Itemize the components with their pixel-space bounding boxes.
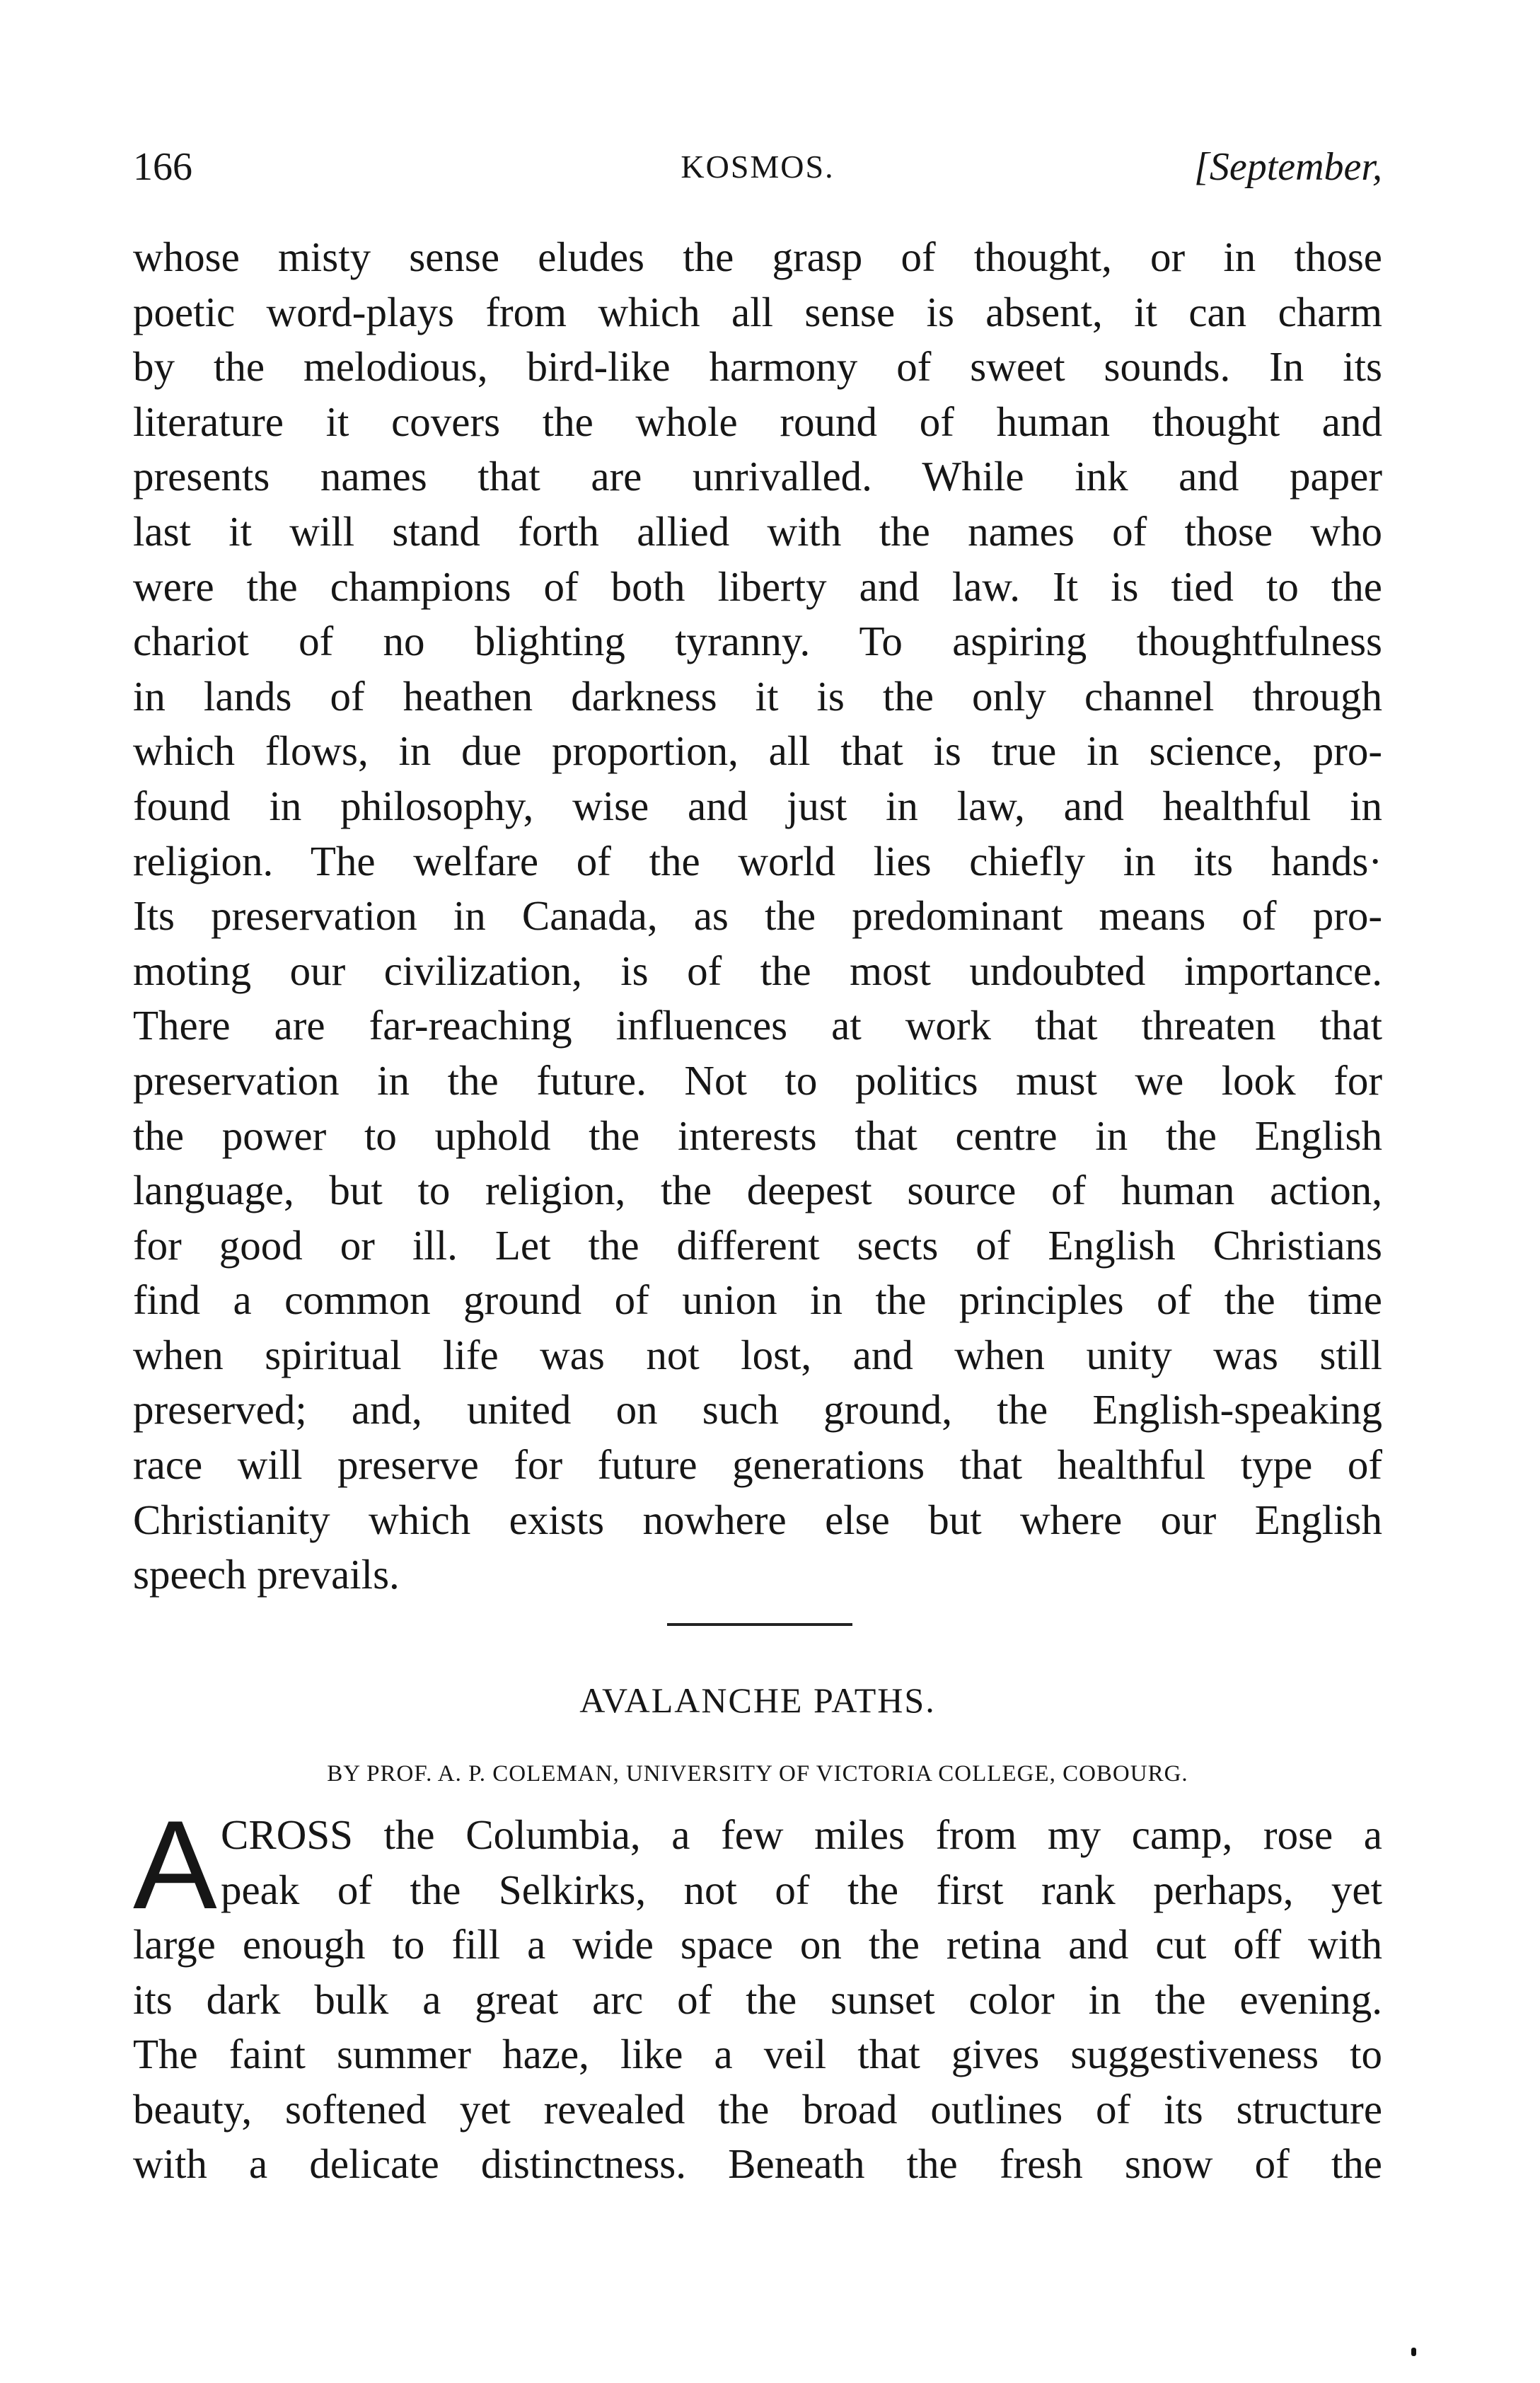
text-line: There are far-reaching influences at work that threaten that [133, 1002, 1382, 1049]
text-line: last it will stand forth allied with the names of those who [133, 507, 1382, 555]
text-line: by the melodious, bird-like harmony of sweet sounds. In its [133, 343, 1382, 391]
journal-title: KOSMOS. [681, 149, 835, 185]
opening-paragraph [133, 1794, 1382, 1935]
text-line: peak of the Selkirks, not of the first rank perhaps, yet [221, 1866, 1382, 1913]
book-page [133, 0, 1382, 2383]
issue-month: [September, [1194, 145, 1382, 189]
text-line: speech prevails. [133, 1551, 400, 1598]
text-line: religion. The welfare of the world lies chiefly in its hands· [133, 837, 1382, 884]
text-line: chariot of no blighting tyranny. To aspiring thoughtfulness [133, 618, 1382, 665]
text-line: with a delicate distinctness. Beneath the fresh snow of the [133, 2140, 1382, 2188]
text-line: which flows, in due proportion, all that is true in science, pro- [133, 727, 1382, 775]
dropcap-lines [221, 1808, 1382, 1917]
text-line: find a common ground of union in the principles of the time [133, 1276, 1382, 1324]
article-byline: BY PROF. A. P. COLEMAN, UNIVERSITY OF VICTORIA COLLEGE, COBOURG. [327, 1761, 1188, 1787]
body-text [133, 230, 1382, 1603]
text-line: its dark bulk a great arc of the sunset color in the evening. [133, 1975, 1382, 2023]
text-line: the power to uphold the interests that centre in the English [133, 1112, 1382, 1159]
text-line: Its preservation in Canada, as the predominant means of pro- [133, 892, 1382, 940]
text-line: preservation in the future. Not to politics must we look for [133, 1056, 1382, 1104]
text-line: for good or ill. Let the different sects of English Christians [133, 1221, 1382, 1269]
text-line: presents names that are unrivalled. While ink and paper [133, 453, 1382, 500]
text-line: when spiritual life was not lost, and when unity was still [133, 1331, 1382, 1378]
text-line: found in philosophy, wise and just in law, and healthful in [133, 782, 1382, 829]
text-line: large enough to fill a wide space on the retina and cut off with [133, 1921, 1382, 1968]
text-line: preserved; and, united on such ground, the English-speaking [133, 1386, 1382, 1433]
article-lines [133, 1917, 1382, 2192]
running-head [133, 139, 1382, 195]
text-line: race will preserve for future generations that healthful type of [133, 1441, 1382, 1489]
article-title: AVALANCHE PATHS. [579, 1680, 936, 1720]
text-line: whose misty sense eludes the grasp of thought, or in those [133, 233, 1382, 280]
text-line: were the champions of both liberty and law. It is tied to the [133, 562, 1382, 610]
text-line: language, but to religion, the deepest source of human action, [133, 1167, 1382, 1214]
drop-cap: A [133, 1794, 217, 1935]
page-number: 166 [133, 145, 192, 189]
text-line: The faint summer haze, like a veil that gives suggestiveness to [133, 2031, 1382, 2078]
text-line: moting our civilization, is of the most undoubted importance. [133, 947, 1382, 994]
print-speck [1411, 2348, 1416, 2356]
text-line: literature it covers the whole round of human thought and [133, 398, 1382, 445]
text-line: beauty, softened yet revealed the broad outlines of its structure [133, 2085, 1382, 2133]
article-body [133, 1794, 1382, 2192]
text-line: CROSS the Columbia, a few miles from my camp, rose a [221, 1811, 1382, 1858]
text-line: Christianity which exists nowhere else but where our English [133, 1496, 1382, 1543]
section-divider [667, 1623, 852, 1626]
text-line: poetic word-plays from which all sense is absent, it can charm [133, 288, 1382, 335]
text-line: in lands of heathen darkness it is the only channel through [133, 672, 1382, 720]
